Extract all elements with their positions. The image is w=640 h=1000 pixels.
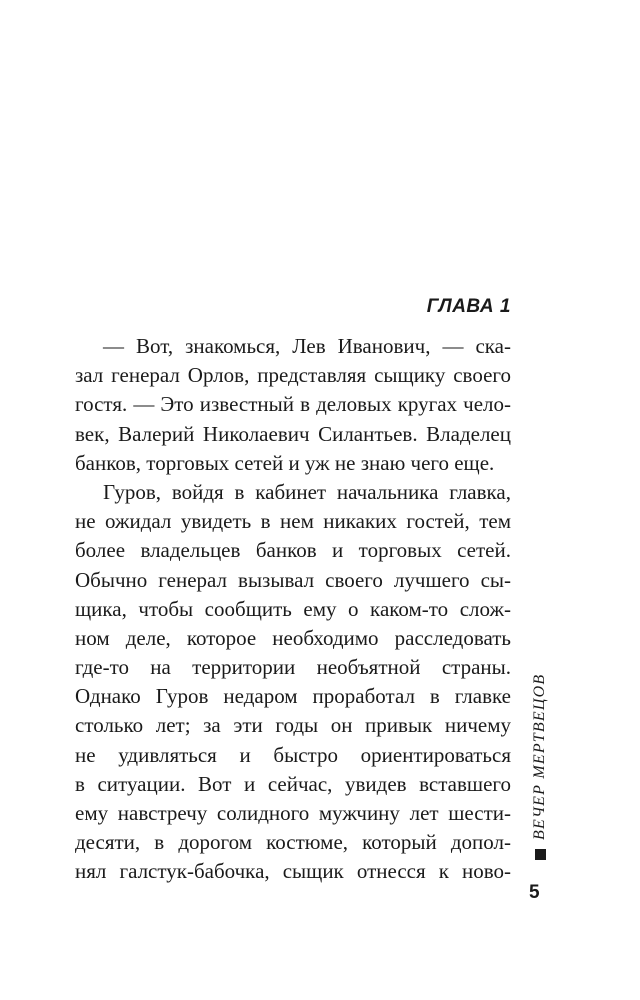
text-line: где-то на территории необъятной страны. (75, 655, 511, 680)
text-line: в ситуации. Вот и сейчас, увидев вставшего (75, 771, 511, 796)
text-line: щика, чтобы сообщить ему о каком-то слож- (75, 596, 511, 621)
text-line: Однако Гуров недаром проработал в главке (75, 684, 511, 709)
body-text (75, 332, 511, 887)
text-line: зал генерал Орлов, представляя сыщику своего (75, 363, 511, 388)
text-line: Гуров, войдя в кабинет начальника главка, (103, 479, 511, 504)
text-line: гостя. — Это известный в деловых кругах чело- (75, 392, 511, 417)
text-line: не удивляться и быстро ориентироваться (75, 742, 511, 767)
text-line: банков, торговых сетей и уж не знаю чего еще. (75, 450, 495, 475)
text-line: нял галстук-бабочка, сыщик отнесся к ново- (75, 859, 511, 884)
square-bullet-icon (535, 849, 546, 860)
book-title: ВЕЧЕР МЕРТВЕЦОВ (531, 673, 548, 840)
text-line: столько лет; за эти годы он привык ничему (75, 713, 511, 738)
running-title (531, 674, 549, 860)
text-line: Обычно генерал вызывал своего лучшего сы- (75, 567, 511, 592)
text-line: — Вот, знакомься, Лев Иванович, — ска- (103, 334, 511, 358)
text-line: век, Валерий Николаевич Силантьев. Владелец (75, 421, 511, 446)
page-number: 5 (529, 882, 540, 903)
text-line: не ожидал увидеть в нем никаких гостей, тем (75, 509, 511, 534)
text-line: ему навстречу солидного мужчину лет шести- (75, 801, 511, 825)
chapter-heading: ГЛАВА 1 (426, 296, 511, 317)
text-line: более владельцев банков и торговых сетей. (75, 538, 511, 563)
text-line: десяти, в дорогом костюме, который допол- (75, 830, 511, 855)
text-line: ном деле, которое необходимо расследовать (75, 625, 511, 650)
